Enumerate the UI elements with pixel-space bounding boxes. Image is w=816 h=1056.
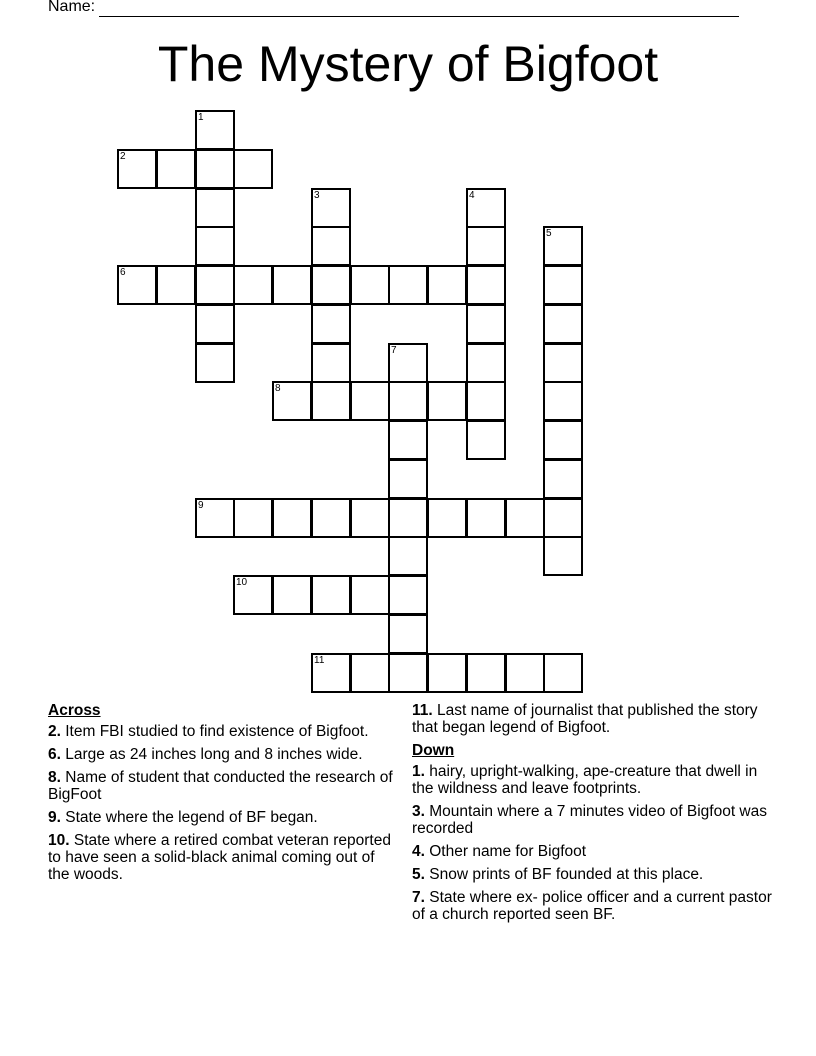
- clue-across-8: [48, 769, 398, 803]
- crossword-cell[interactable]: [350, 498, 390, 538]
- cell-number: 5: [546, 228, 552, 239]
- crossword-cell[interactable]: [195, 304, 235, 344]
- crossword-cell[interactable]: [195, 226, 235, 266]
- clue-across-6: [48, 746, 398, 763]
- crossword-cell[interactable]: [388, 536, 428, 576]
- crossword-cell[interactable]: [117, 265, 157, 305]
- cell-number: 10: [236, 577, 248, 588]
- crossword-cell[interactable]: [388, 614, 428, 654]
- crossword-cell[interactable]: [272, 498, 312, 538]
- crossword-cell[interactable]: [195, 149, 235, 189]
- clue-across-2: [48, 723, 398, 740]
- crossword-cell[interactable]: [388, 459, 428, 499]
- crossword-cell[interactable]: [195, 110, 235, 150]
- crossword-cell[interactable]: [156, 265, 196, 305]
- clue-number: 2.: [48, 723, 61, 740]
- crossword-cell[interactable]: [505, 498, 545, 538]
- clue-number: 10.: [48, 832, 70, 849]
- crossword-cell[interactable]: [388, 420, 428, 460]
- clue-number: 3.: [412, 803, 425, 820]
- clue-down-4: [412, 843, 772, 860]
- clue-down-3: [412, 803, 772, 837]
- crossword-cell[interactable]: [350, 381, 390, 421]
- crossword-cell[interactable]: [350, 265, 390, 305]
- clue-down-5: [412, 866, 772, 883]
- crossword-cell[interactable]: [466, 188, 506, 228]
- crossword-cell[interactable]: [350, 575, 390, 615]
- crossword-cell[interactable]: [311, 498, 351, 538]
- crossword-cell[interactable]: [233, 498, 273, 538]
- clue-down-7: [412, 889, 772, 923]
- crossword-cell[interactable]: [466, 381, 506, 421]
- crossword-cell[interactable]: [272, 575, 312, 615]
- clue-number: 8.: [48, 769, 61, 786]
- crossword-cell[interactable]: [388, 653, 428, 693]
- clue-down-1: [412, 763, 772, 797]
- crossword-cell[interactable]: [195, 343, 235, 383]
- clue-text: Last name of journalist that published the story that began legend of Bigfoot.: [412, 702, 758, 736]
- crossword-cell[interactable]: [543, 459, 583, 499]
- crossword-cell[interactable]: [311, 343, 351, 383]
- cell-number: 2: [120, 151, 126, 162]
- crossword-cell[interactable]: [505, 653, 545, 693]
- clue-text: Name of student that conducted the research of BigFoot: [48, 769, 393, 803]
- cell-number: 6: [120, 267, 126, 278]
- across-heading: Across: [48, 702, 101, 719]
- cell-number: 4: [469, 190, 475, 201]
- crossword-cell[interactable]: [427, 265, 467, 305]
- clue-across-9: [48, 809, 398, 826]
- clue-text: Large as 24 inches long and 8 inches wide.: [65, 746, 363, 763]
- crossword-cell[interactable]: [233, 149, 273, 189]
- clue-number: 11.: [412, 702, 433, 719]
- name-label: Name:: [48, 0, 96, 15]
- cell-number: 8: [275, 383, 281, 394]
- cell-number: 11: [314, 655, 325, 666]
- crossword-cell[interactable]: [466, 498, 506, 538]
- clue-text: State where the legend of BF began.: [65, 809, 318, 826]
- crossword-cell[interactable]: [311, 265, 351, 305]
- crossword-cell[interactable]: [427, 653, 467, 693]
- crossword-cell[interactable]: [466, 226, 506, 266]
- crossword-cell[interactable]: [195, 265, 235, 305]
- clue-number: 9.: [48, 809, 61, 826]
- crossword-cell[interactable]: [543, 381, 583, 421]
- crossword-cell[interactable]: [311, 188, 351, 228]
- clue-number: 5.: [412, 866, 425, 883]
- crossword-cell[interactable]: [388, 381, 428, 421]
- cell-number: 9: [198, 500, 204, 511]
- clue-number: 1.: [412, 763, 425, 780]
- crossword-cell[interactable]: [311, 381, 351, 421]
- crossword-cell[interactable]: [233, 575, 273, 615]
- down-heading: Down: [412, 742, 455, 759]
- clue-text: State where a retired combat veteran reported to have seen a solid-black animal coming out of the woods.: [48, 832, 391, 883]
- clue-text: hairy, upright-walking, ape-creature that dwell in the wildness and leave footprints.: [412, 763, 758, 797]
- crossword-cell[interactable]: [543, 653, 583, 693]
- crossword-cell[interactable]: [543, 304, 583, 344]
- crossword-cell[interactable]: [466, 420, 506, 460]
- crossword-cell[interactable]: [311, 653, 351, 693]
- crossword-cell[interactable]: [195, 498, 235, 538]
- crossword-cell[interactable]: [272, 265, 312, 305]
- crossword-cell[interactable]: [311, 226, 351, 266]
- crossword-cell[interactable]: [466, 304, 506, 344]
- crossword-cell[interactable]: [388, 498, 428, 538]
- crossword-cell[interactable]: [388, 575, 428, 615]
- clue-text: Snow prints of BF founded at this place.: [429, 866, 704, 883]
- crossword-cell[interactable]: [350, 653, 390, 693]
- crossword-cell[interactable]: [233, 265, 273, 305]
- clue-text: Item FBI studied to find existence of Bigfoot.: [65, 723, 369, 740]
- clue-number: 4.: [412, 843, 425, 860]
- cell-number: 3: [314, 190, 320, 201]
- crossword-cell[interactable]: [156, 149, 196, 189]
- crossword-cell[interactable]: [543, 498, 583, 538]
- clue-number: 6.: [48, 746, 61, 763]
- crossword-cell[interactable]: [543, 420, 583, 460]
- crossword-cell[interactable]: [543, 226, 583, 266]
- crossword-cell[interactable]: [427, 498, 467, 538]
- crossword-cell[interactable]: [427, 381, 467, 421]
- cell-number: 1: [198, 112, 204, 123]
- crossword-cell[interactable]: [543, 343, 583, 383]
- clue-text: Other name for Bigfoot: [429, 843, 587, 860]
- clue-text: Mountain where a 7 minutes video of Bigfoot was recorded: [412, 803, 767, 837]
- clue-across-11: [412, 702, 772, 736]
- crossword-cell[interactable]: [272, 381, 312, 421]
- crossword-cell[interactable]: [311, 575, 351, 615]
- crossword-cell[interactable]: [311, 304, 351, 344]
- cell-number: 7: [391, 345, 397, 356]
- crossword-cell[interactable]: [543, 536, 583, 576]
- clue-across-10: [48, 832, 398, 883]
- crossword-cell[interactable]: [466, 265, 506, 305]
- crossword-cell[interactable]: [543, 265, 583, 305]
- clues-right-column: [412, 702, 772, 929]
- crossword-cell[interactable]: [466, 653, 506, 693]
- puzzle-title: The Mystery of Bigfoot: [157, 36, 659, 92]
- crossword-cell[interactable]: [388, 265, 428, 305]
- crossword-cell[interactable]: [466, 343, 506, 383]
- crossword-cell[interactable]: [195, 188, 235, 228]
- clue-number: 7.: [412, 889, 425, 906]
- clues-left-column: [48, 702, 398, 889]
- crossword-cell[interactable]: [388, 343, 428, 383]
- clue-text: State where ex- police officer and a current pastor of a church reported seen BF.: [412, 889, 772, 923]
- crossword-cell[interactable]: [117, 149, 157, 189]
